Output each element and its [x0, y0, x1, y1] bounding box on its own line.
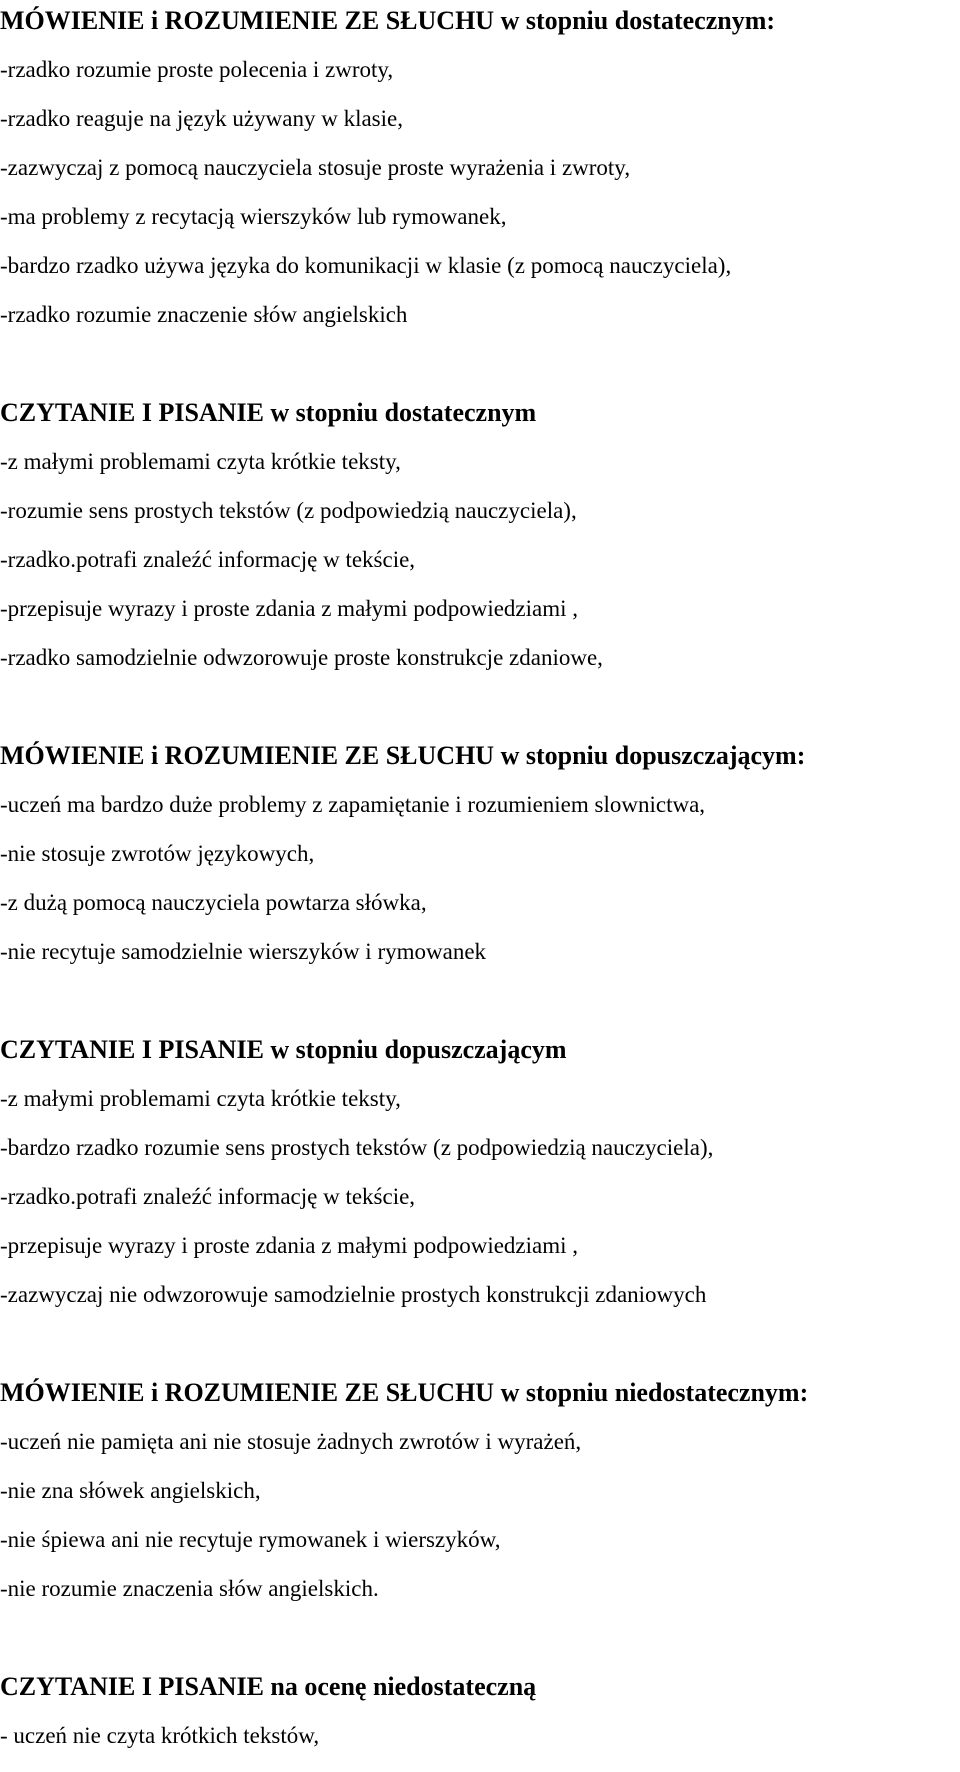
list-item: - uczeń nie czyta krótkich tekstów,: [0, 1723, 320, 1748]
list-item: -rzadko samodzielnie odwzorowuje proste konstrukcje zdaniowe,: [0, 645, 603, 670]
section-reading-failing: [0, 1662, 960, 1760]
section-heading: CZYTANIE I PISANIE w stopniu dopuszczającym: [0, 1035, 567, 1064]
criteria-list: [0, 437, 960, 682]
criteria-list: [0, 1074, 960, 1319]
section-heading: CZYTANIE I PISANIE na ocenę niedostateczną: [0, 1672, 537, 1701]
list-item: -rzadko rozumie proste polecenia i zwroty,: [0, 57, 394, 82]
section-heading: MÓWIENIE i ROZUMIENIE ZE SŁUCHU w stopniu dopuszczającym:: [0, 741, 806, 770]
list-item: -nie rozumie znaczenia słów angielskich.: [0, 1576, 379, 1601]
list-item: -nie zna słówek angielskich,: [0, 1478, 261, 1503]
section-heading: MÓWIENIE i ROZUMIENIE ZE SŁUCHU w stopniu niedostatecznym:: [0, 1378, 809, 1407]
list-item: -przepisuje wyrazy i proste zdania z małymi podpowiedziami ,: [0, 596, 578, 621]
criteria-list: [0, 1417, 960, 1613]
spacer: [0, 1319, 960, 1368]
criteria-list: [0, 45, 960, 339]
criteria-list: [0, 780, 960, 976]
list-item: -bardzo rzadko rozumie sens prostych tekstów (z podpowiedzią nauczyciela),: [0, 1135, 714, 1160]
list-item: -rzadko.potrafi znaleźć informację w tekście,: [0, 547, 416, 572]
list-item: -rzadko reaguje na język używany w klasie,: [0, 106, 403, 131]
list-item: -nie stosuje zwrotów językowych,: [0, 841, 315, 866]
section-reading-passing: [0, 1025, 960, 1319]
section-speaking-failing: [0, 1368, 960, 1613]
list-item: -uczeń nie pamięta ani nie stosuje żadnych zwrotów i wyrażeń,: [0, 1429, 582, 1454]
list-item: -ma problemy z recytacją wierszyków lub rymowanek,: [0, 204, 507, 229]
list-item: -bardzo rzadko używa języka do komunikacji w klasie (z pomocą nauczyciela),: [0, 253, 732, 278]
list-item: -z małymi problemami czyta krótkie teksty,: [0, 1086, 401, 1111]
list-item: -uczeń ma bardzo duże problemy z zapamiętanie i rozumieniem slownictwa,: [0, 792, 706, 817]
criteria-list: [0, 1711, 960, 1760]
spacer: [0, 1613, 960, 1662]
list-item: -rozumie sens prostych tekstów (z podpowiedzią nauczyciela),: [0, 498, 577, 523]
section-heading: CZYTANIE I PISANIE w stopniu dostatecznym: [0, 398, 537, 427]
list-item: -przepisuje wyrazy i proste zdania z małymi podpowiedziami ,: [0, 1233, 578, 1258]
spacer: [0, 976, 960, 1025]
section-reading-sufficient: [0, 388, 960, 682]
section-speaking-passing: [0, 731, 960, 976]
list-item: -z małymi problemami czyta krótkie teksty,: [0, 449, 401, 474]
list-item: -rzadko.potrafi znaleźć informację w tekście,: [0, 1184, 416, 1209]
list-item: -z dużą pomocą nauczyciela powtarza słówka,: [0, 890, 427, 915]
spacer: [0, 682, 960, 731]
list-item: -rzadko rozumie znaczenie słów angielskich: [0, 302, 408, 327]
list-item: -nie recytuje samodzielnie wierszyków i rymowanek: [0, 939, 487, 964]
list-item: -zazwyczaj nie odwzorowuje samodzielnie prostych konstrukcji zdaniowych: [0, 1282, 707, 1307]
section-heading: MÓWIENIE i ROZUMIENIE ZE SŁUCHU w stopniu dostatecznym:: [0, 6, 776, 35]
list-item: -zazwyczaj z pomocą nauczyciela stosuje proste wyrażenia i zwroty,: [0, 155, 631, 180]
section-speaking-sufficient: [0, 0, 960, 339]
list-item: -nie śpiewa ani nie recytuje rymowanek i wierszyków,: [0, 1527, 501, 1552]
spacer: [0, 339, 960, 388]
